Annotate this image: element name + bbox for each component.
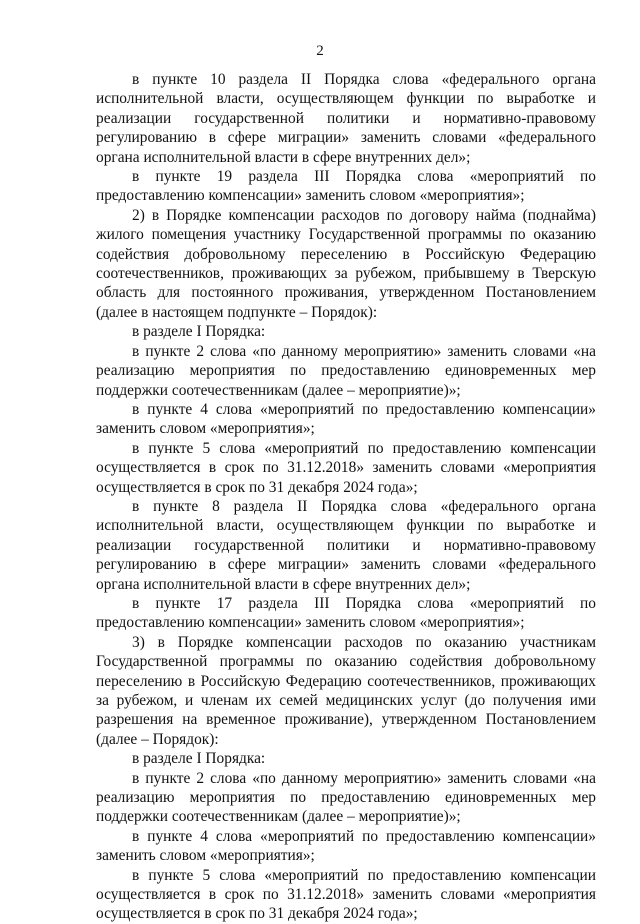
paragraph-5: в пункте 2 слова «по данному мероприятию» заменить словами «на реализацию мероприятия по предоставлению единовременных мер поддержки соотечественникам (далее – мероприятие)»; — [96, 342, 596, 399]
paragraph-11: в разделе I Порядка: — [132, 750, 266, 768]
document-body — [96, 70, 596, 924]
paragraph-4: в разделе I Порядка: — [132, 323, 266, 341]
paragraph-7: в пункте 5 слова «мероприятий по предоставлению компенсации осуществляется в срок по 31.12.2018» заменить словами «мероприятия осуществляется в срок по 31 декабря 2024 года»; — [96, 439, 596, 496]
paragraph-6: в пункте 4 слова «мероприятий по предоставлению компенсации» заменить словом «мероприятия»; — [96, 400, 596, 438]
paragraph-3: 2) в Порядке компенсации расходов по договору найма (поднайма) жилого помещения участнику Государственной программы по оказанию содействия добровольному переселению в Российскую Федерацию соотечественников, проживающих за рубежом, прибывшему в Тверскую область для постоянного проживания, утвержденном Постановлением (далее в настоящем подпункте – Порядок): — [96, 206, 596, 321]
paragraph-14: в пункте 5 слова «мероприятий по предоставлению компенсации осуществляется в срок по 31.12.2018» заменить словами «мероприятия осуществляется в срок по 31 декабря 2024 года»; — [96, 866, 596, 923]
paragraph-10: 3) в Порядке компенсации расходов по оказанию участникам Государственной программы по оказанию содействия добровольному переселению в Российскую Федерацию соотечественников, проживающих за рубежом, и членам их семей медицинских услуг (до получения ими разрешения на временное проживание), утвержденном Постановлением (далее – Порядок): — [96, 633, 596, 748]
paragraph-9: в пункте 17 раздела III Порядка слова «мероприятий по предоставлению компенсации» заменить словом «мероприятия»; — [96, 594, 596, 632]
paragraph-2: в пункте 19 раздела III Порядка слова «мероприятий по предоставлению компенсации» заменить словом «мероприятия»; — [96, 168, 596, 205]
paragraph-13: в пункте 4 слова «мероприятий по предоставлению компенсации» заменить словом «мероприятия»; — [96, 827, 596, 865]
paragraph-8: в пункте 8 раздела II Порядка слова «федерального органа исполнительной власти, осуществляющем функции по выработке и реализации государственной политики и нормативно-правовому регулированию в сфере миграции» заменить словами «федерального органа исполнительной власти в сфере внутренних дел»; — [96, 497, 596, 593]
paragraph-1: в пункте 10 раздела II Порядка слова «федерального органа исполнительной власти, осуществляющем функции по выработке и реализации государственной политики и нормативно-правовому регулированию в сфере миграции» заменить словами «федерального органа исполнительной власти в сфере внутренних дел»; — [96, 71, 596, 166]
paragraph-12: в пункте 2 слова «по данному мероприятию» заменить словами «на реализацию мероприятия по предоставлению единовременных мер поддержки соотечественникам (далее – мероприятие)»; — [96, 769, 596, 826]
page-number: 2 — [316, 43, 324, 59]
